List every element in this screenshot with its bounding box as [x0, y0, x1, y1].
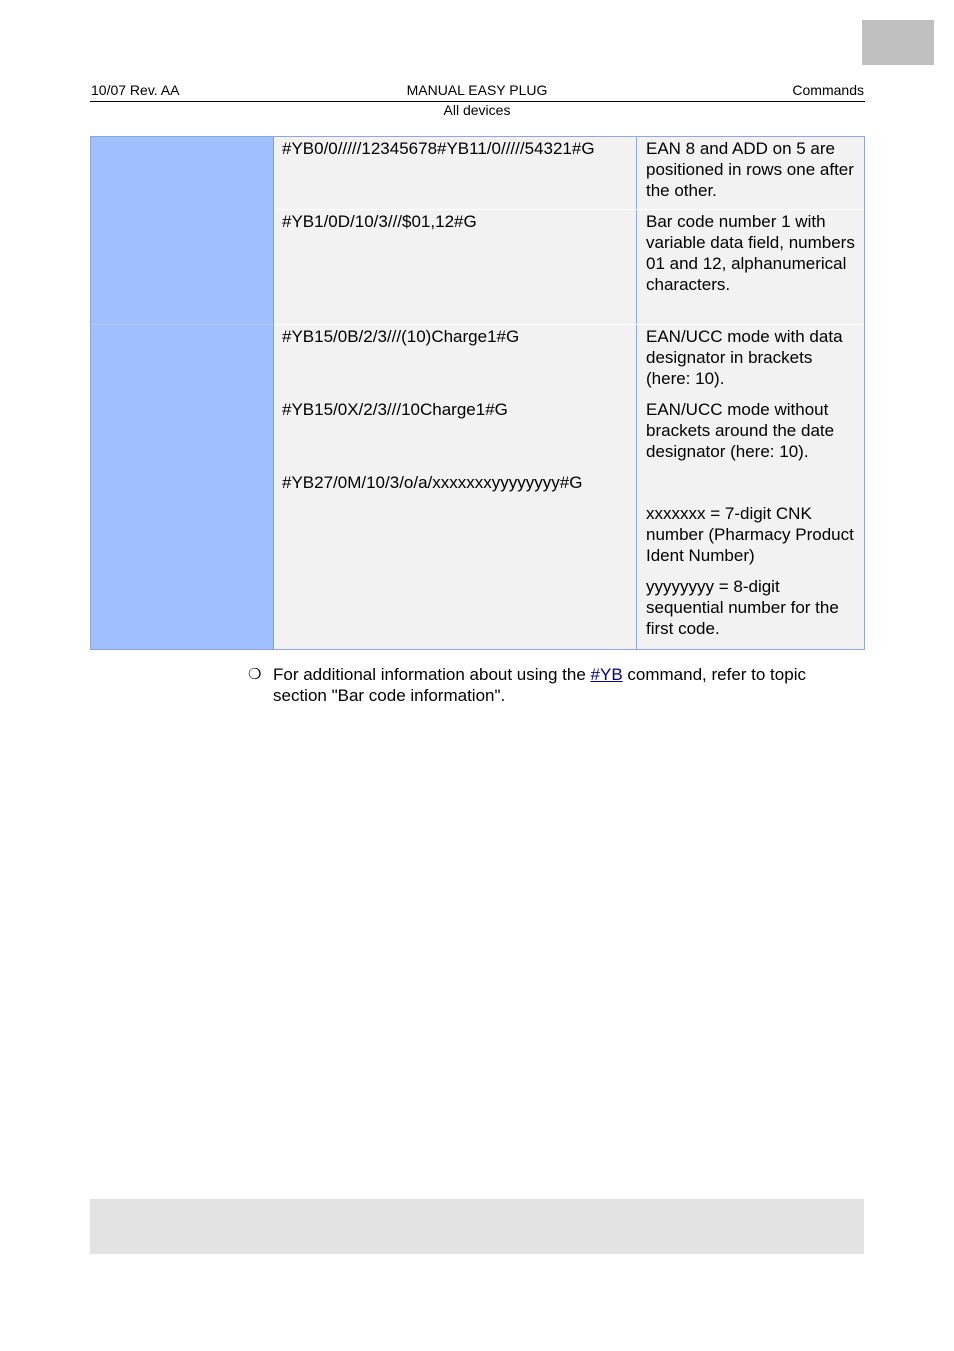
example-table [90, 136, 865, 650]
row-divider [91, 324, 273, 325]
header-title: MANUAL EASY PLUG [406, 82, 548, 98]
bullet-icon: ❍ [248, 666, 262, 683]
example-command: #YB0/0/////12345678#YB11/0/////54321#G [282, 139, 595, 158]
example-description: EAN/UCC mode without brackets around the date designator (here: 10). [646, 400, 835, 461]
header-revision: 10/07 Rev. AA [91, 82, 180, 98]
example-note: xxxxxxx = 7-digit CNK number (Pharmacy Product Ident Number) [646, 504, 854, 565]
label-column-block [91, 137, 273, 324]
yb-command-link[interactable]: #YB [590, 665, 623, 684]
page-corner-tab [862, 20, 934, 65]
example-command: #YB1/0D/10/3///$01,12#G [282, 212, 477, 231]
column-divider [636, 137, 637, 649]
header-subtitle: All devices [443, 102, 511, 118]
footer-band [90, 1199, 864, 1254]
note-text-after: command, refer to topic section "Bar code information". [273, 665, 806, 705]
column-divider [273, 137, 274, 649]
example-note: yyyyyyyy = 8-digit sequential number for the first code. [646, 577, 839, 638]
label-column-block [91, 324, 273, 649]
info-note-text [273, 664, 853, 706]
example-command: #YB15/0B/2/3///(10)Charge1#G [282, 327, 520, 346]
example-description: EAN 8 and ADD on 5 are positioned in rows one after the other. [646, 139, 854, 200]
row-divider [274, 324, 864, 325]
header-section: Commands [792, 82, 864, 98]
example-description: EAN/UCC mode with data designator in brackets (here: 10). [646, 327, 843, 388]
row-divider [274, 209, 864, 210]
example-command: #YB15/0X/2/3///10Charge1#G [282, 400, 508, 419]
example-command: #YB27/0M/10/3/o/a/xxxxxxxyyyyyyyy#G [282, 473, 583, 492]
example-description: Bar code number 1 with variable data field, numbers 01 and 12, alphanumerical characters. [646, 212, 855, 294]
note-text-before: For additional information about using the [273, 665, 591, 684]
